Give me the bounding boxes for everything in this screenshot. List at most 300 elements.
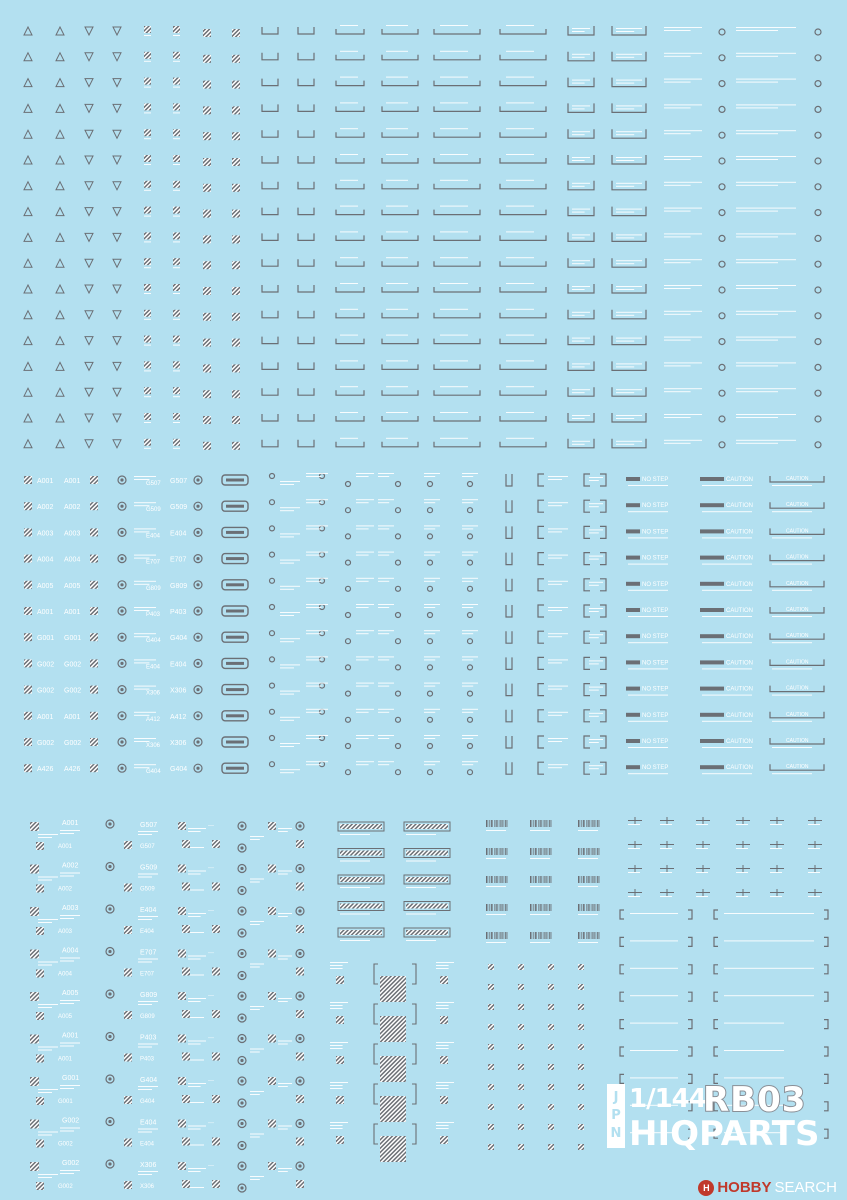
tiny-text-block xyxy=(250,882,260,883)
hatched-square xyxy=(178,992,186,1000)
ring-mark xyxy=(468,665,473,670)
tiny-text-block xyxy=(506,180,534,181)
ring-mark xyxy=(815,339,821,345)
tiny-text-block xyxy=(278,1041,292,1042)
tiny-text-block xyxy=(60,1000,80,1001)
tiny-text-block xyxy=(506,154,534,155)
bracket-mark xyxy=(336,339,364,344)
tiny-text-block xyxy=(306,581,321,582)
warning-bar xyxy=(626,687,640,691)
bracket-mark xyxy=(262,27,278,34)
tiny-text-block xyxy=(702,485,752,486)
tiny-text-block xyxy=(278,916,288,917)
tiny-text-block xyxy=(736,53,796,54)
target-mark xyxy=(240,1016,243,1019)
side-bracket xyxy=(538,762,544,774)
target-mark xyxy=(298,952,301,955)
ring-mark xyxy=(428,586,433,591)
code-label: A001 xyxy=(58,844,73,850)
barcode-mark xyxy=(578,848,579,855)
tiny-text-block xyxy=(306,764,321,765)
tiny-text-block xyxy=(306,578,328,579)
hatched-square xyxy=(124,926,132,934)
hatched-square xyxy=(488,984,494,990)
triangle-up-mark xyxy=(56,53,64,61)
tiny-text-block xyxy=(664,440,702,441)
no-step-label: NO STEP xyxy=(642,529,669,536)
tiny-text-block xyxy=(38,1132,58,1133)
boxed-label xyxy=(612,232,646,241)
code-label: E404 xyxy=(140,929,155,935)
tiny-text-block xyxy=(38,922,52,923)
tiny-text-block xyxy=(736,259,796,260)
bracket-mark xyxy=(336,132,364,137)
tiny-text-block xyxy=(702,773,752,774)
triangle-up-mark xyxy=(24,182,32,190)
tiny-text-block xyxy=(138,1047,152,1048)
tiny-text-block xyxy=(278,1001,288,1002)
target-mark xyxy=(240,909,243,912)
tiny-code: --- xyxy=(208,823,214,829)
tiny-text-block xyxy=(340,25,358,26)
tiny-text-block xyxy=(548,505,562,506)
hatched-square xyxy=(173,361,180,368)
bracket-mark xyxy=(298,208,314,215)
tiny-text-block xyxy=(462,578,478,579)
tiny-text-block xyxy=(589,585,599,586)
tiny-text-block xyxy=(378,502,389,503)
crosshair-mark xyxy=(777,865,778,872)
tiny-text-block xyxy=(440,386,468,387)
hatched-square xyxy=(578,1024,584,1030)
tiny-text-block xyxy=(60,958,80,959)
barcode-mark xyxy=(499,904,500,911)
tiny-text-block xyxy=(664,107,691,108)
tiny-text-block xyxy=(772,564,812,565)
tiny-text-block xyxy=(664,159,691,160)
ring-mark xyxy=(428,508,433,513)
hatched-square xyxy=(488,1144,494,1150)
tiny-text-block xyxy=(572,415,590,416)
tiny-text-block xyxy=(250,1179,260,1180)
tiny-text-block xyxy=(724,940,814,941)
code-label: A412 xyxy=(146,716,161,723)
tiny-text-block xyxy=(356,738,369,739)
warning-bar xyxy=(626,713,640,717)
tiny-text-block xyxy=(736,896,748,897)
warning-bar xyxy=(700,660,724,664)
tiny-text-block xyxy=(378,630,394,631)
tiny-text-block xyxy=(424,476,435,477)
tiny-text-block xyxy=(250,1006,264,1007)
hatched-square xyxy=(24,686,32,694)
triangle-up-mark xyxy=(56,259,64,267)
side-bracket xyxy=(538,710,544,722)
frame-mark xyxy=(688,937,692,946)
tiny-text-block xyxy=(440,180,468,181)
tiny-text-block xyxy=(306,683,328,684)
tiny-text-block xyxy=(616,289,634,290)
tiny-text-block xyxy=(572,341,585,342)
tiny-text-block xyxy=(134,476,156,477)
triangle-up-mark xyxy=(24,156,32,164)
crosshair-mark xyxy=(815,865,816,872)
ring-mark xyxy=(719,55,725,61)
code-label: G001 xyxy=(37,635,55,643)
barcode-mark xyxy=(591,876,592,883)
warning-bar xyxy=(626,660,640,664)
tiny-text-block xyxy=(356,473,374,474)
barcode-mark xyxy=(583,848,584,855)
tiny-text-block xyxy=(306,502,321,503)
code-label: A004 xyxy=(64,556,81,564)
code-label: G509 xyxy=(140,864,158,872)
hatched-square xyxy=(440,1136,448,1144)
tiny-text-block xyxy=(138,1129,158,1130)
tiny-text-block xyxy=(134,741,149,742)
hatched-square xyxy=(212,1138,220,1146)
tiny-text-block xyxy=(628,537,668,538)
tiny-text-block xyxy=(306,735,328,736)
hatched-square xyxy=(380,1096,406,1122)
code-label: E404 xyxy=(140,1119,157,1127)
hatched-square xyxy=(296,1053,304,1061)
ring-mark xyxy=(428,560,433,565)
triangle-up-mark xyxy=(24,53,32,61)
tiny-text-block xyxy=(736,417,778,418)
triangle-down-mark xyxy=(113,233,121,241)
hatched-square xyxy=(203,158,211,166)
code-label: A004 xyxy=(62,947,79,955)
tiny-text-block xyxy=(340,257,358,258)
hatched-square xyxy=(268,1077,276,1085)
crosshair-mark xyxy=(743,817,744,824)
hatched-square xyxy=(440,1096,448,1104)
side-bracket xyxy=(538,605,544,617)
caution-label: CAUTION xyxy=(726,712,753,719)
barcode-mark xyxy=(491,876,492,883)
ring-mark xyxy=(396,639,401,644)
target-mark xyxy=(196,688,199,691)
ring-mark xyxy=(346,744,351,749)
tiny-text-block xyxy=(440,283,468,284)
barcode-mark xyxy=(580,876,581,883)
tiny-text-block xyxy=(702,642,752,643)
hatched-square xyxy=(144,413,151,420)
ring-mark xyxy=(270,631,275,636)
tiny-text-block xyxy=(616,183,642,184)
ring-mark xyxy=(346,691,351,696)
ring-mark xyxy=(719,416,725,422)
tiny-text-block xyxy=(173,216,180,217)
tiny-text-block xyxy=(548,531,562,532)
barcode-mark xyxy=(541,904,542,911)
tiny-text-block xyxy=(378,683,394,684)
tiny-text-block xyxy=(572,186,585,187)
tiny-text-block xyxy=(250,1094,260,1095)
tiny-text-block xyxy=(436,1085,449,1086)
tiny-text-block xyxy=(356,555,369,556)
tiny-text-block xyxy=(548,581,568,582)
bracket-mark xyxy=(298,337,314,344)
caution-label: CAUTION xyxy=(726,608,753,614)
tiny-text-block xyxy=(724,1023,784,1024)
tiny-text-block xyxy=(386,283,408,284)
barcode-mark xyxy=(592,932,593,939)
frame-mark xyxy=(688,910,692,919)
ring-mark xyxy=(346,770,351,775)
tiny-text-block xyxy=(572,57,585,58)
barcode-mark xyxy=(486,876,487,883)
tiny-text-block xyxy=(173,396,180,397)
tiny-text-block xyxy=(572,134,585,135)
bracket-mark xyxy=(434,158,480,163)
tiny-text-block xyxy=(736,365,778,366)
tiny-text-block xyxy=(386,51,408,52)
tiny-text-block xyxy=(378,633,389,634)
tiny-text-block xyxy=(548,764,568,765)
crosshair-mark xyxy=(743,889,744,896)
bracket-mark xyxy=(434,55,480,60)
tiny-text-block xyxy=(424,473,440,474)
bracket-mark xyxy=(434,390,480,395)
tiny-text-block xyxy=(144,293,151,294)
hatched-square xyxy=(212,1053,220,1061)
target-mark xyxy=(108,907,111,910)
tiny-text-block xyxy=(462,502,473,503)
ring-mark xyxy=(428,691,433,696)
tiny-text-block xyxy=(173,293,180,294)
barcode-mark xyxy=(546,820,547,827)
barcode-mark xyxy=(597,904,598,911)
tiny-text-block xyxy=(134,764,156,765)
barcode-mark xyxy=(497,820,498,827)
tiny-text-block xyxy=(306,686,321,687)
bracket-mark xyxy=(382,416,418,421)
tiny-text-block xyxy=(378,761,394,762)
triangle-down-mark xyxy=(113,27,121,35)
tiny-text-block xyxy=(696,896,708,897)
tiny-text-block xyxy=(589,556,603,557)
tiny-text-block xyxy=(280,720,294,721)
tiny-text-block xyxy=(340,940,370,941)
target-mark xyxy=(298,1079,301,1082)
tiny-text-block xyxy=(462,525,478,526)
boxed-label xyxy=(612,103,646,112)
tiny-text-block xyxy=(356,499,374,500)
warning-bar xyxy=(700,477,724,481)
frame-mark xyxy=(714,965,718,974)
tiny-text-block xyxy=(278,874,288,875)
ring-mark xyxy=(270,736,275,741)
bracket-mark xyxy=(434,106,480,111)
boxed-label xyxy=(612,361,646,370)
code-label: G404 xyxy=(170,766,188,774)
tiny-text-block xyxy=(572,444,585,445)
barcode-mark xyxy=(597,848,598,855)
tiny-text-block xyxy=(808,872,820,873)
barcode-mark xyxy=(489,820,490,827)
target-mark xyxy=(196,557,199,560)
tiny-text-block xyxy=(38,834,58,835)
tiny-text-block xyxy=(138,959,158,960)
barcode-mark xyxy=(544,904,545,911)
crosshair-mark xyxy=(635,817,636,824)
code-label: P403 xyxy=(140,1034,157,1042)
tiny-text-block xyxy=(736,82,778,83)
barcode-mark xyxy=(535,904,536,911)
caution-label: CAUTION xyxy=(786,554,809,561)
capsule-mark xyxy=(226,479,244,482)
tiny-text-block xyxy=(772,721,812,722)
barcode-mark xyxy=(596,820,597,827)
bracket-mark xyxy=(336,390,364,395)
barcode-mark xyxy=(492,932,493,939)
tiny-text-block xyxy=(280,507,300,508)
hatched-square xyxy=(30,822,39,831)
tiny-text-block xyxy=(664,185,691,186)
tiny-text-block xyxy=(280,769,300,770)
tiny-text-block xyxy=(138,962,152,963)
barcode-mark xyxy=(589,848,590,855)
hatched-square xyxy=(90,555,98,563)
hatched-square xyxy=(124,969,132,977)
hatched-square xyxy=(182,1138,190,1146)
tiny-text-block xyxy=(628,872,640,873)
code-label: X306 xyxy=(140,1162,157,1169)
tiny-text-block xyxy=(378,738,389,739)
ring-mark xyxy=(468,744,473,749)
tiny-text-block xyxy=(134,659,156,660)
barcode-mark xyxy=(580,848,581,855)
tiny-text-block xyxy=(378,659,389,660)
ring-mark xyxy=(346,586,351,591)
hatched-square xyxy=(144,103,151,110)
tiny-text-block xyxy=(436,1005,449,1006)
tiny-text-block xyxy=(138,919,152,920)
tiny-text-block xyxy=(306,528,321,529)
target-mark xyxy=(120,505,123,508)
code-label: A003 xyxy=(62,905,79,912)
tiny-text-block xyxy=(278,871,292,872)
barcode-mark xyxy=(584,904,585,911)
hatched-square xyxy=(182,1095,190,1103)
target-mark xyxy=(240,1059,243,1062)
bracket-mark xyxy=(336,29,364,34)
bracket-mark xyxy=(382,29,418,34)
barcode-mark xyxy=(541,932,542,939)
tiny-text-block xyxy=(38,962,58,963)
hatched-square xyxy=(124,841,132,849)
tiny-text-block xyxy=(386,412,408,413)
hatched-square xyxy=(144,284,151,291)
tiny-text-block xyxy=(440,77,468,78)
ring-mark xyxy=(815,313,821,319)
barcode-mark xyxy=(588,876,589,883)
barcode-mark xyxy=(486,932,487,939)
triangle-up-mark xyxy=(56,414,64,422)
tiny-text-block xyxy=(506,412,534,413)
barcode-mark xyxy=(543,848,544,855)
tiny-text-block xyxy=(628,616,668,617)
tiny-text-block xyxy=(436,1045,449,1046)
tiny-text-block xyxy=(424,630,440,631)
ring-mark xyxy=(468,482,473,487)
tiny-text-block xyxy=(506,335,534,336)
tiny-text-block xyxy=(436,1048,449,1049)
barcode-mark xyxy=(530,876,531,883)
tiny-text-block xyxy=(330,1048,343,1049)
boxed-label xyxy=(568,361,594,370)
barcode-mark xyxy=(496,904,497,911)
tiny-text-block xyxy=(138,834,152,835)
hatched-square xyxy=(578,1104,584,1110)
tiny-text-block xyxy=(330,965,343,966)
hatched-square xyxy=(232,132,240,140)
ring-mark xyxy=(815,261,821,267)
tiny-text-block xyxy=(378,552,394,553)
tiny-text-block xyxy=(436,1008,449,1009)
hatched-square xyxy=(30,865,39,874)
tiny-text-block xyxy=(572,31,585,32)
tiny-text-block xyxy=(386,231,408,232)
no-step-label: NO STEP xyxy=(642,581,669,588)
boxed-label xyxy=(568,78,594,87)
tiny-text-block xyxy=(173,241,180,242)
triangle-down-mark xyxy=(113,104,121,112)
hatched-square xyxy=(144,52,151,59)
boxed-label xyxy=(568,207,594,216)
tiny-text-block xyxy=(330,1088,343,1089)
barcode-mark xyxy=(543,876,544,883)
tiny-text-block xyxy=(664,56,691,57)
target-mark xyxy=(240,846,243,849)
bracket-mark xyxy=(298,388,314,395)
tiny-text-block xyxy=(306,659,321,660)
tiny-text-block xyxy=(664,236,691,237)
tiny-text-block xyxy=(278,1086,288,1087)
hatched-square xyxy=(232,184,240,192)
caution-label: CAUTION xyxy=(786,685,809,692)
hatched-bar-label xyxy=(340,877,382,882)
barcode-mark xyxy=(499,848,500,855)
frame-mark xyxy=(688,965,692,974)
hatched-square xyxy=(203,55,211,63)
hatched-square xyxy=(203,106,211,114)
hatched-square xyxy=(203,339,211,347)
barcode-mark xyxy=(497,876,498,883)
hatched-square xyxy=(296,1010,304,1018)
triangle-down-mark xyxy=(85,53,93,61)
tiny-text-block xyxy=(616,157,642,158)
tiny-text-block xyxy=(424,528,435,529)
hatched-square xyxy=(488,1104,494,1110)
tiny-text-block xyxy=(630,968,678,969)
tiny-text-block xyxy=(340,77,358,78)
barcode-mark xyxy=(551,932,552,939)
ring-mark xyxy=(396,717,401,722)
tiny-text-block xyxy=(616,392,634,393)
tiny-text-block xyxy=(548,741,562,742)
tiny-text-block xyxy=(664,417,691,418)
tiny-text-block xyxy=(356,633,369,634)
barcode-mark xyxy=(491,820,492,827)
warning-bar xyxy=(700,765,724,769)
barcode-mark xyxy=(551,820,552,827)
hatched-square xyxy=(232,81,240,89)
bracket-mark xyxy=(382,55,418,60)
triangle-up-mark xyxy=(56,182,64,190)
